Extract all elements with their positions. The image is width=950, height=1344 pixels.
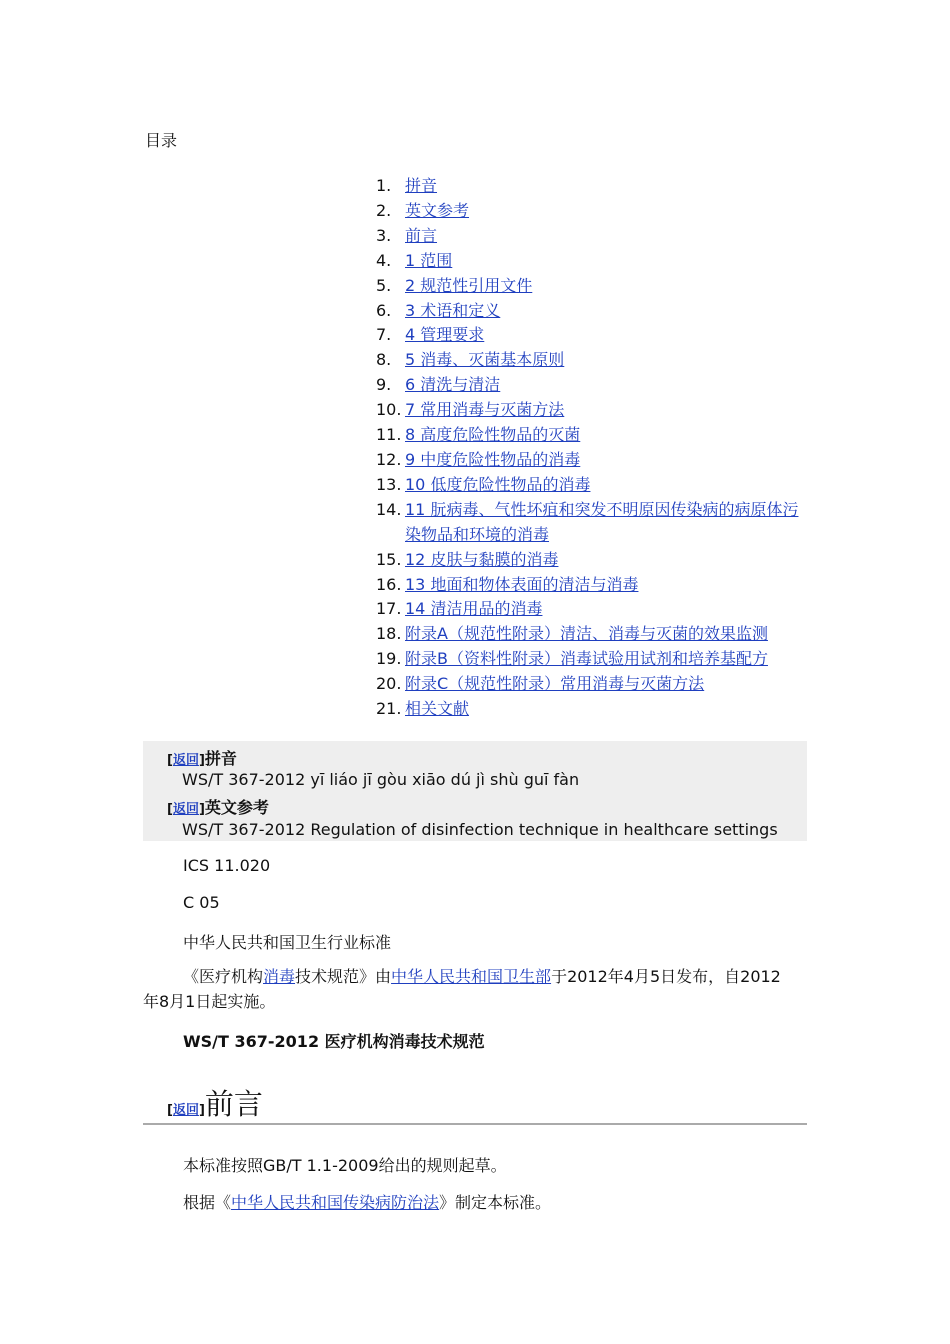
toc-link[interactable]: 6 清洗与清洁 <box>405 375 501 395</box>
toc-item <box>376 573 806 598</box>
toc-link[interactable]: 前言 <box>405 225 438 245</box>
toc-item <box>376 348 806 373</box>
toc-number: 19. <box>376 649 402 669</box>
toc-item <box>376 597 806 622</box>
ics-code: ICS 11.020 <box>183 856 271 875</box>
toc-number: 8. <box>376 350 392 370</box>
preface-line-2 <box>183 1190 551 1213</box>
toc-item <box>376 697 806 722</box>
toc-link[interactable]: 11 朊病毒、气性坏疽和突发不明原因传染病的病原体污染物品和环境的消毒 <box>405 499 799 544</box>
back-bracket: [返回] <box>167 753 205 768</box>
toc-item <box>376 174 806 199</box>
toc-item <box>376 274 806 299</box>
toc-item <box>376 398 806 423</box>
toc-link[interactable]: 3 术语和定义 <box>405 300 501 320</box>
preface-line-1: 本标准按照GB/T 1.1-2009给出的规则起草。 <box>183 1156 507 1175</box>
toc-number: 2. <box>376 200 392 220</box>
toc-number: 9. <box>376 375 392 395</box>
toc-title: 目录 <box>145 131 178 150</box>
toc-item <box>376 299 806 324</box>
toc-link[interactable]: 拼音 <box>405 176 438 195</box>
toc-link[interactable]: 13 地面和物体表面的清洁与消毒 <box>405 574 639 594</box>
toc-link[interactable]: 相关文献 <box>405 699 470 719</box>
toc-item <box>376 199 806 224</box>
toc-link[interactable]: 附录C（规范性附录）常用消毒与灭菌方法 <box>405 674 705 694</box>
toc-item <box>376 647 806 672</box>
toc-link[interactable]: 附录A（规范性附录）清洁、消毒与灭菌的效果监测 <box>405 624 768 644</box>
toc-number: 11. <box>376 425 402 445</box>
toc-item <box>376 672 806 697</box>
pinyin-english-box <box>143 741 807 841</box>
back-link[interactable]: 返回 <box>172 802 199 817</box>
toc-number: 3. <box>376 225 392 245</box>
toc-number: 16. <box>376 574 402 594</box>
toc-link[interactable]: 10 低度危险性物品的消毒 <box>405 474 591 494</box>
toc-number: 7. <box>376 325 392 345</box>
intro-text: 于2012年4月5日发布，自2012年8月1日起实施。 <box>143 967 781 1011</box>
intro-link-disinfection[interactable]: 消毒 <box>263 967 296 986</box>
toc-item <box>376 224 806 249</box>
toc-link[interactable]: 附录B（资料性附录）消毒试验用试剂和培养基配方 <box>405 649 768 669</box>
toc-link[interactable]: 5 消毒、灭菌基本原则 <box>405 350 565 370</box>
back-link[interactable]: 返回 <box>172 1103 199 1118</box>
preface-text: 根据《 <box>183 1193 232 1212</box>
toc-link[interactable]: 7 常用消毒与灭菌方法 <box>405 400 565 420</box>
toc-number: 12. <box>376 449 402 469</box>
toc-item <box>376 473 806 498</box>
toc-number: 1. <box>376 176 392 195</box>
toc-link[interactable]: 1 范围 <box>405 250 453 270</box>
back-link[interactable]: 返回 <box>172 753 199 768</box>
toc-item <box>376 548 806 573</box>
toc-link[interactable]: 4 管理要求 <box>405 325 485 345</box>
intro-text: 技术规范》由 <box>295 967 392 986</box>
preface-title: 前言 <box>204 1087 263 1121</box>
toc-number: 6. <box>376 300 392 320</box>
intro-paragraph <box>143 964 793 1014</box>
toc-number: 21. <box>376 699 402 719</box>
toc-number: 5. <box>376 275 392 295</box>
toc-link[interactable]: 8 高度危险性物品的灭菌 <box>405 425 581 445</box>
toc-number: 10. <box>376 400 402 420</box>
preface-heading <box>167 1082 263 1123</box>
toc-link[interactable]: 12 皮肤与黏膜的消毒 <box>405 549 559 569</box>
toc-number: 15. <box>376 549 402 569</box>
preface-text: 》制定本标准。 <box>439 1193 552 1212</box>
toc-link[interactable]: 英文参考 <box>405 200 470 220</box>
preface-divider <box>143 1123 807 1125</box>
toc-link[interactable]: 9 中度危险性物品的消毒 <box>405 449 581 469</box>
preface-law-link[interactable]: 中华人民共和国传染病防治法 <box>231 1193 440 1212</box>
toc-number: 18. <box>376 624 402 644</box>
document-title: WS/T 367-2012 医疗机构消毒技术规范 <box>183 1032 485 1051</box>
pinyin-heading <box>167 746 237 769</box>
toc-number: 14. <box>376 499 402 519</box>
toc-item <box>376 498 806 548</box>
toc-link[interactable]: 14 清洁用品的消毒 <box>405 599 543 619</box>
issuer: 中华人民共和国卫生行业标准 <box>183 933 392 952</box>
toc-number: 13. <box>376 474 402 494</box>
toc-list <box>376 174 806 722</box>
toc-item <box>376 448 806 473</box>
toc-number: 20. <box>376 674 402 694</box>
toc-number: 17. <box>376 599 402 619</box>
intro-text: 《医疗机构 <box>183 967 264 986</box>
toc-item <box>376 323 806 348</box>
english-heading <box>167 795 269 818</box>
toc-link[interactable]: 2 规范性引用文件 <box>405 275 533 295</box>
pinyin-text: WS/T 367-2012 yī liáo jī gòu xiāo dú jì shù guī fàn <box>182 770 580 789</box>
ccs-code: C 05 <box>183 893 220 912</box>
toc-item <box>376 423 806 448</box>
intro-link-ministry[interactable]: 中华人民共和国卫生部 <box>391 967 552 986</box>
toc-item <box>376 622 806 647</box>
pinyin-title: 拼音 <box>204 749 237 768</box>
toc-item <box>376 373 806 398</box>
back-bracket: [返回] <box>167 802 205 817</box>
toc-number: 4. <box>376 250 392 270</box>
english-title: 英文参考 <box>204 798 269 817</box>
toc-item <box>376 249 806 274</box>
back-bracket: [返回] <box>167 1103 205 1118</box>
english-text: WS/T 367-2012 Regulation of disinfection technique in healthcare settings <box>182 820 778 839</box>
